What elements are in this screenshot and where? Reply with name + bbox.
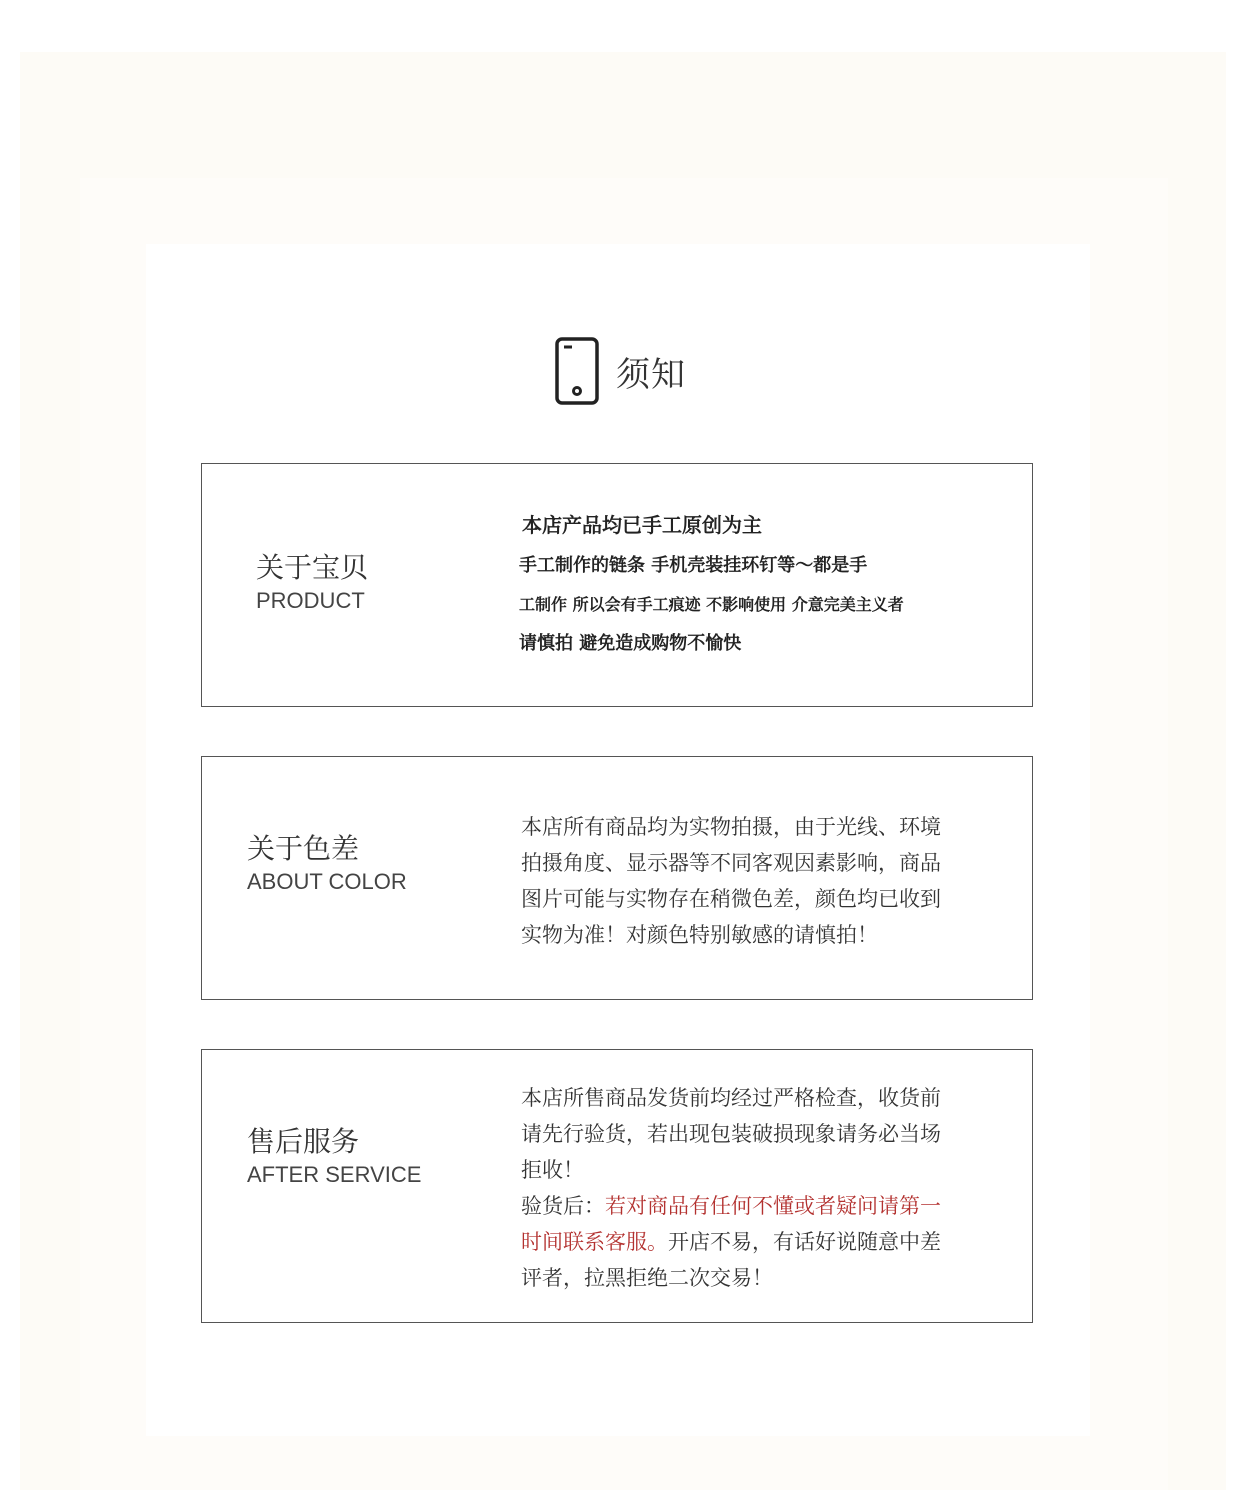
color-label-en: ABOUT COLOR bbox=[247, 869, 407, 894]
product-line-4: 请慎拍 避免造成购物不愉快 bbox=[519, 633, 742, 654]
after-service-line-4 bbox=[521, 1188, 991, 1224]
product-line-1: 本店产品均已手工原创为主 bbox=[522, 513, 762, 537]
after-service-line-5 bbox=[521, 1224, 991, 1260]
after-service-label-en: AFTER SERVICE bbox=[247, 1162, 422, 1187]
contact-notice-red: 若对商品有任何不懂或者疑问请第一 bbox=[605, 1194, 941, 1218]
after-service-label-zh: 售后服务 bbox=[247, 1125, 360, 1158]
store-note: 开店不易，有话好说随意中差 bbox=[668, 1230, 941, 1254]
inspection-prefix: 验货后： bbox=[521, 1194, 605, 1218]
color-card bbox=[201, 756, 1033, 1000]
phone-icon bbox=[552, 336, 602, 406]
contact-notice-red-cont: 时间联系客服。 bbox=[521, 1230, 668, 1254]
color-line-1: 本店所有商品均为实物拍摄，由于光线、环境 bbox=[521, 815, 941, 839]
after-service-line-3: 拒收！ bbox=[521, 1158, 584, 1182]
product-description bbox=[519, 510, 989, 658]
after-service-card bbox=[201, 1049, 1033, 1323]
color-line-3: 图片可能与实物存在稍微色差，颜色均已收到 bbox=[521, 887, 941, 911]
color-label-zh: 关于色差 bbox=[247, 832, 360, 865]
product-line-2: 手工制作的链条 手机壳装挂环钉等～都是手 bbox=[519, 555, 868, 576]
product-label bbox=[256, 550, 368, 616]
product-line-3: 工制作 所以会有手工痕迹 不影响使用 介意完美主义者 bbox=[519, 595, 904, 614]
product-label-en: PRODUCT bbox=[256, 588, 365, 613]
after-service-description bbox=[521, 1080, 991, 1296]
after-service-line-2: 请先行验货，若出现包装破损现象请务必当场 bbox=[521, 1122, 941, 1146]
after-service-line-6: 评者，拉黑拒绝二次交易！ bbox=[521, 1266, 773, 1290]
page-title: 须知 bbox=[616, 354, 686, 395]
color-label bbox=[247, 831, 407, 897]
after-service-line-1: 本店所售商品发货前均经过严格检查，收货前 bbox=[521, 1086, 941, 1110]
product-card bbox=[201, 463, 1033, 707]
notice-header bbox=[552, 336, 686, 406]
color-line-4: 实物为准！对颜色特别敏感的请慎拍！ bbox=[521, 923, 878, 947]
color-description bbox=[521, 809, 991, 953]
product-label-zh: 关于宝贝 bbox=[256, 551, 369, 584]
after-service-label bbox=[247, 1124, 421, 1190]
color-line-2: 拍摄角度、显示器等不同客观因素影响，商品 bbox=[521, 851, 941, 875]
